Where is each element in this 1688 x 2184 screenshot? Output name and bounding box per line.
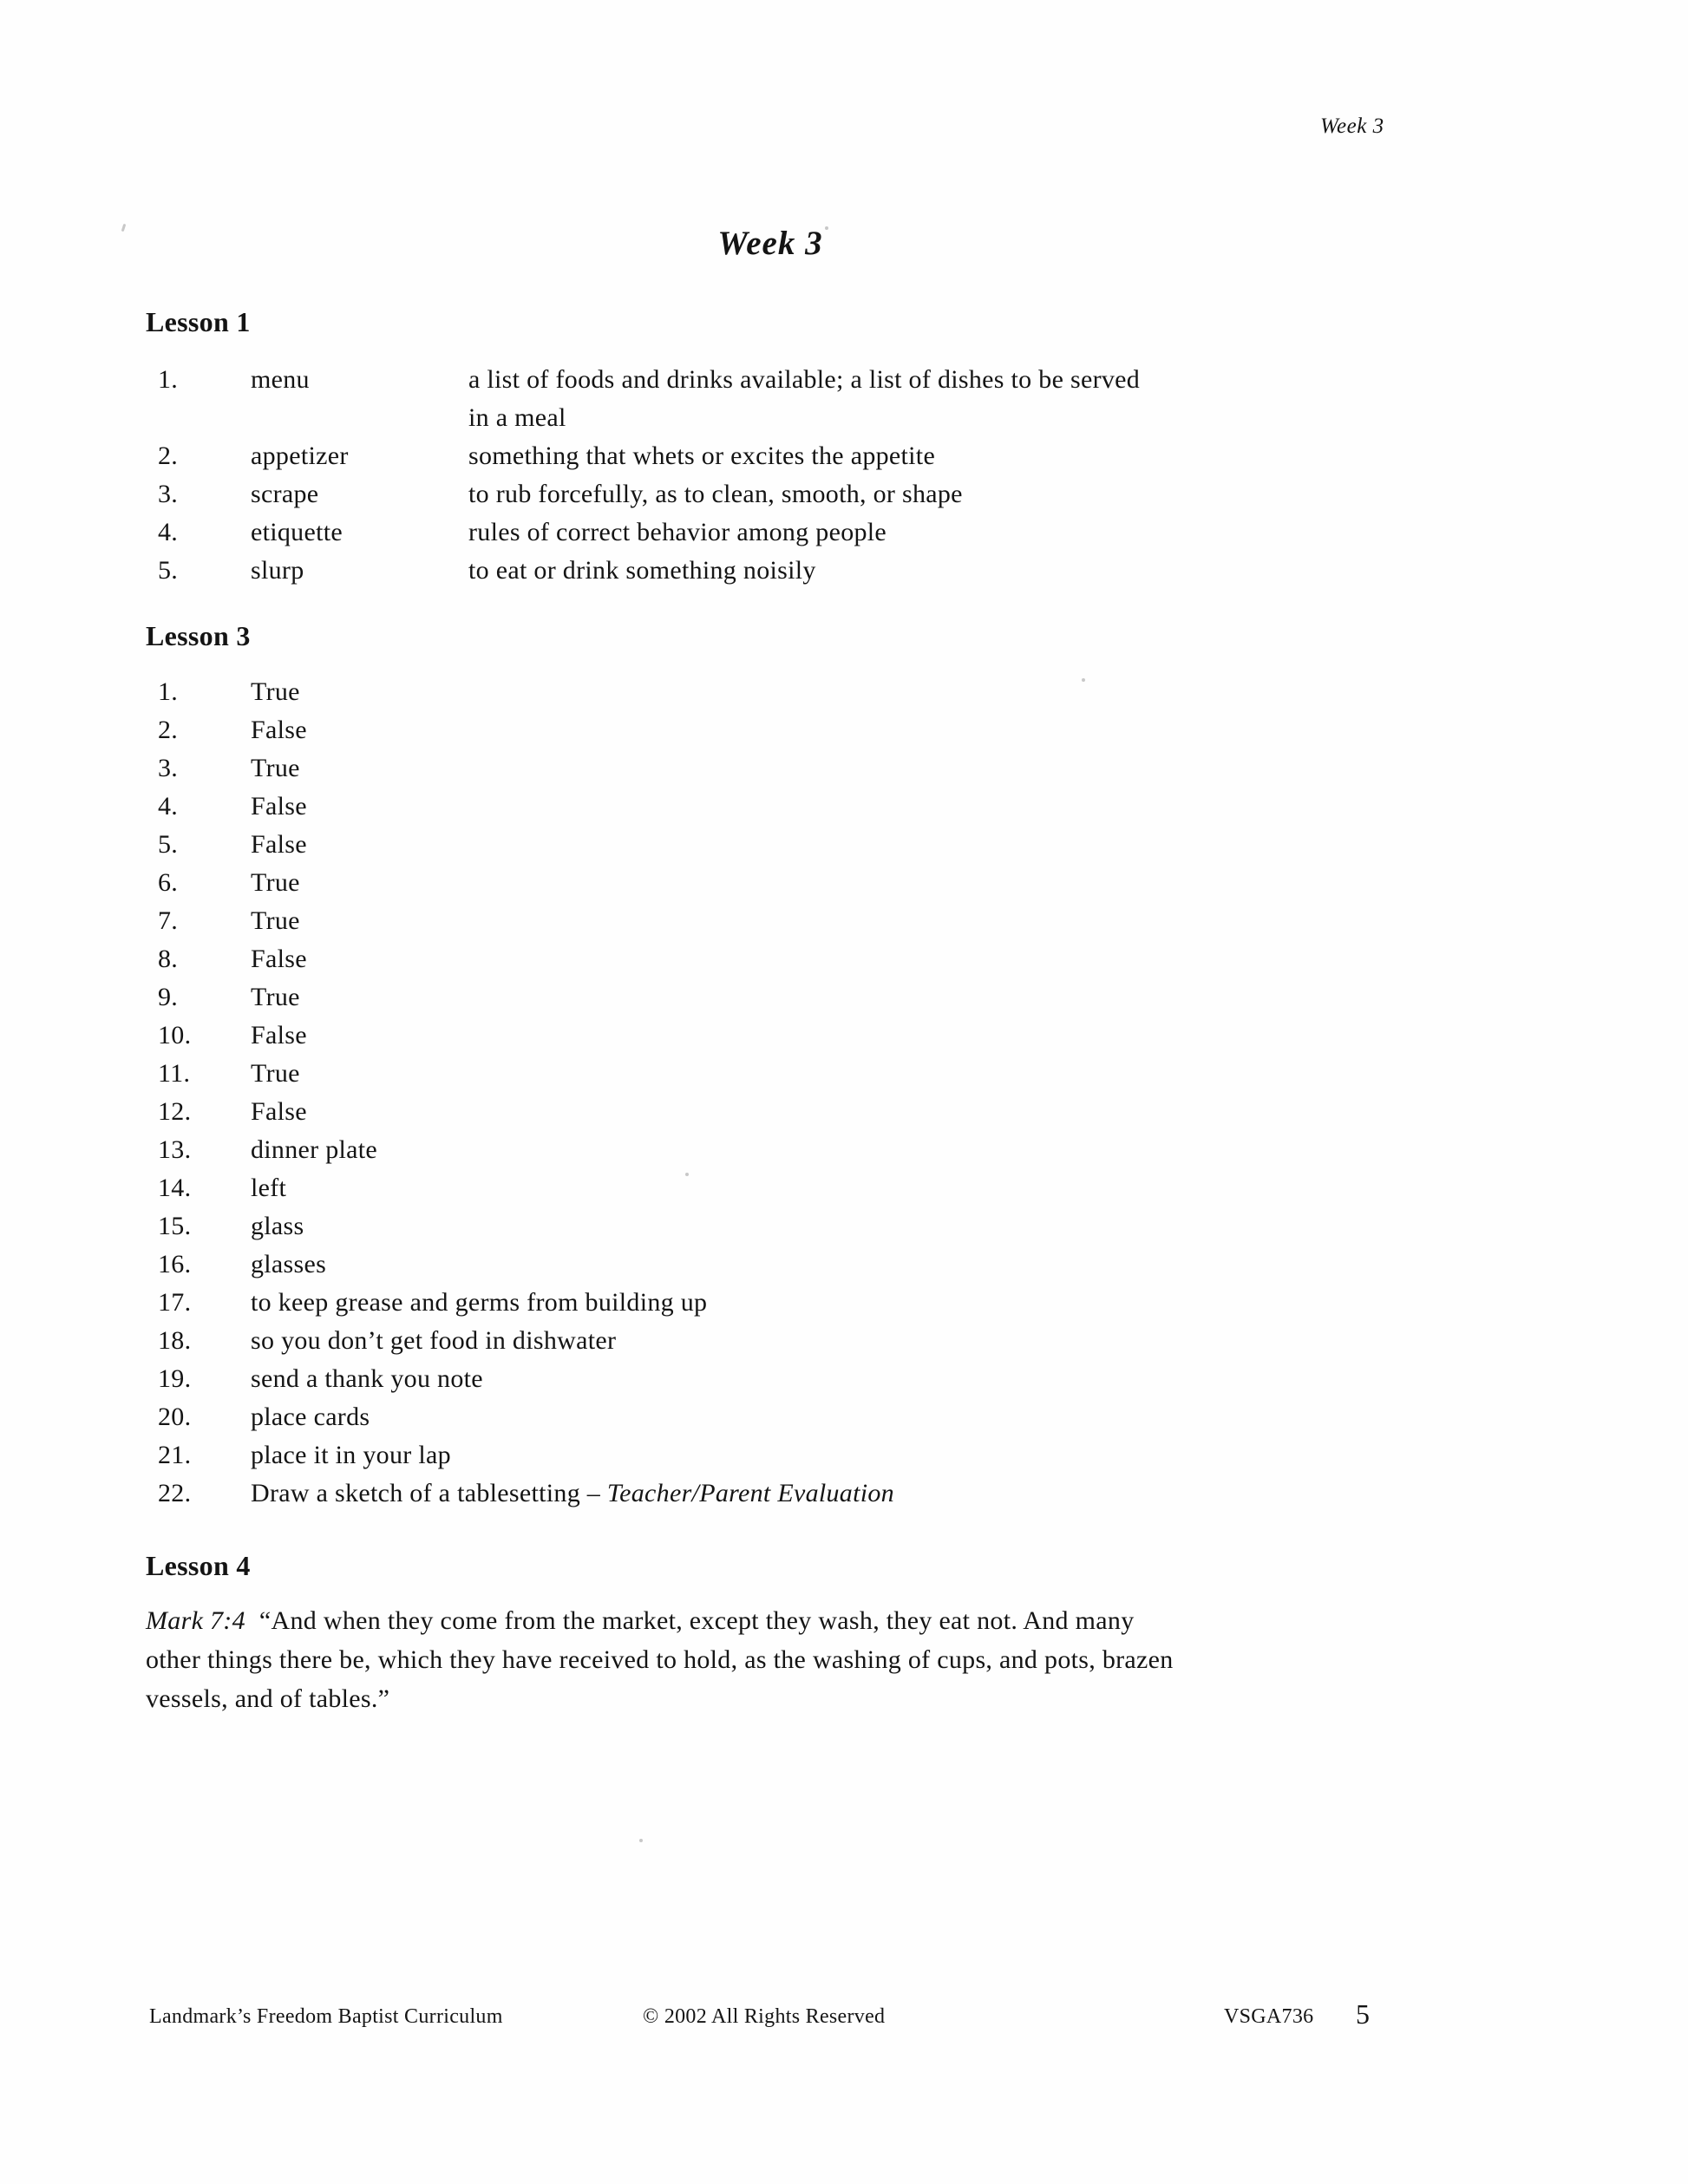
list-item <box>146 940 1395 978</box>
verse-line: other things there be, which they have received to hold, as the washing of cups, and pots, brazen <box>146 1645 1174 1674</box>
answer-text: True <box>251 677 300 706</box>
verse-reference: Mark 7:4 <box>146 1606 245 1635</box>
item-number: 18. <box>158 1326 192 1355</box>
item-number: 22. <box>158 1479 192 1507</box>
answer-text: glass <box>251 1212 304 1240</box>
list-item <box>146 513 1395 552</box>
item-number: 1. <box>158 677 179 706</box>
answer-text: True <box>251 868 300 897</box>
definition-line: a list of foods and drinks available; a list of dishes to be served <box>468 365 1141 394</box>
answer-text: True <box>251 1059 300 1088</box>
scan-artifact <box>685 1173 689 1176</box>
item-number: 2. <box>158 441 179 470</box>
verse-text: “And when they come from the market, except they wash, they eat not. And many <box>258 1606 1135 1635</box>
answer-text: False <box>251 1097 307 1126</box>
answer-text: so you don’t get food in dishwater <box>251 1326 617 1355</box>
footer-product-code: VSGA736 <box>1224 2005 1314 2028</box>
vocab-definition: something that whets or excites the appetite <box>468 441 936 470</box>
list-item <box>146 749 1395 788</box>
page-number: 5 <box>1356 1998 1371 2030</box>
item-number: 3. <box>158 754 179 782</box>
list-item <box>146 673 1395 711</box>
answer-text: False <box>251 716 307 744</box>
answer-text: glasses <box>251 1250 327 1278</box>
item-number: 7. <box>158 906 179 935</box>
answer-text: False <box>251 792 307 821</box>
list-item <box>146 1207 1395 1246</box>
item-number: 14. <box>158 1174 192 1202</box>
item-number: 21. <box>158 1441 192 1469</box>
item-number: 4. <box>158 792 179 821</box>
list-item <box>146 1246 1395 1284</box>
scan-artifact <box>639 1839 643 1842</box>
list-item <box>146 475 1395 513</box>
main-content <box>146 305 1395 1744</box>
answer-text: False <box>251 945 307 973</box>
list-item <box>146 552 1395 590</box>
vocab-term: menu <box>251 365 310 394</box>
answer-text: False <box>251 1021 307 1049</box>
item-number: 11. <box>158 1059 191 1088</box>
item-number: 2. <box>158 716 179 744</box>
verse-line <box>146 1601 1395 1640</box>
answer-text <box>251 1475 1395 1513</box>
vocab-term: slurp <box>251 556 304 585</box>
lesson-4-heading: Lesson 4 <box>146 1550 251 1581</box>
answer-text: place it in your lap <box>251 1441 451 1469</box>
vocab-definition: to rub forcefully, as to clean, smooth, or shape <box>468 480 963 508</box>
list-item <box>146 1093 1395 1131</box>
item-number: 20. <box>158 1403 192 1431</box>
list-item <box>146 902 1395 940</box>
list-item <box>146 978 1395 1017</box>
page-footer <box>0 1998 1688 2042</box>
item-number: 9. <box>158 983 179 1011</box>
running-header: Week 3 <box>1320 114 1384 138</box>
vocab-definition: rules of correct behavior among people <box>468 518 887 546</box>
item-number: 15. <box>158 1212 192 1240</box>
verse-line: vessels, and of tables.” <box>146 1684 390 1713</box>
item-number: 4. <box>158 518 179 546</box>
answer-text: send a thank you note <box>251 1364 483 1393</box>
list-item <box>146 1475 1395 1513</box>
page-title: Week 3 <box>717 225 823 262</box>
item-number: 3. <box>158 480 179 508</box>
answer-text: True <box>251 983 300 1011</box>
item-number: 1. <box>158 365 179 394</box>
answer-text-italic: Teacher/Parent Evaluation <box>606 1479 894 1507</box>
item-number: 19. <box>158 1364 192 1393</box>
list-item <box>146 1360 1395 1398</box>
lesson-3-answer-list <box>146 673 1395 1513</box>
scan-artifact <box>1082 678 1085 682</box>
list-item <box>146 437 1395 475</box>
item-number: 5. <box>158 556 179 585</box>
item-number: 10. <box>158 1021 192 1049</box>
vocab-term: scrape <box>251 480 319 508</box>
item-number: 17. <box>158 1288 192 1317</box>
answer-text: False <box>251 830 307 859</box>
answer-text: dinner plate <box>251 1135 378 1164</box>
lesson-3-heading: Lesson 3 <box>146 620 251 651</box>
answer-text: True <box>251 754 300 782</box>
answer-text: to keep grease and germs from building up <box>251 1288 708 1317</box>
footer-publisher: Landmark’s Freedom Baptist Curriculum <box>149 2005 503 2028</box>
answer-text: True <box>251 906 300 935</box>
list-item <box>146 1322 1395 1360</box>
list-item <box>146 1436 1395 1475</box>
list-item <box>146 361 1395 437</box>
list-item <box>146 1017 1395 1055</box>
list-item <box>146 1284 1395 1322</box>
list-item <box>146 1398 1395 1436</box>
item-number: 8. <box>158 945 179 973</box>
definition-line: in a meal <box>468 403 566 432</box>
list-item <box>146 788 1395 826</box>
vocab-definition <box>468 361 1154 437</box>
scan-artifact <box>825 226 828 230</box>
scripture-paragraph <box>146 1601 1395 1718</box>
vocab-term: etiquette <box>251 518 343 546</box>
item-number: 5. <box>158 830 179 859</box>
answer-text-regular: Draw a sketch of a tablesetting – <box>251 1479 607 1507</box>
vocab-definition: to eat or drink something noisily <box>468 556 816 585</box>
item-number: 13. <box>158 1135 192 1164</box>
item-number: 6. <box>158 868 179 897</box>
list-item <box>146 711 1395 749</box>
item-number: 16. <box>158 1250 192 1278</box>
list-item <box>146 864 1395 902</box>
vocab-term: appetizer <box>251 441 349 470</box>
answer-text: place cards <box>251 1403 370 1431</box>
list-item <box>146 1169 1395 1207</box>
scan-artifact <box>121 224 127 232</box>
lesson-1-heading: Lesson 1 <box>146 306 251 337</box>
list-item <box>146 1055 1395 1093</box>
list-item <box>146 1131 1395 1169</box>
lesson-1-answer-list <box>146 361 1395 590</box>
item-number: 12. <box>158 1097 192 1126</box>
answer-text: left <box>251 1174 287 1202</box>
list-item <box>146 826 1395 864</box>
footer-copyright: © 2002 All Rights Reserved <box>643 2005 886 2028</box>
